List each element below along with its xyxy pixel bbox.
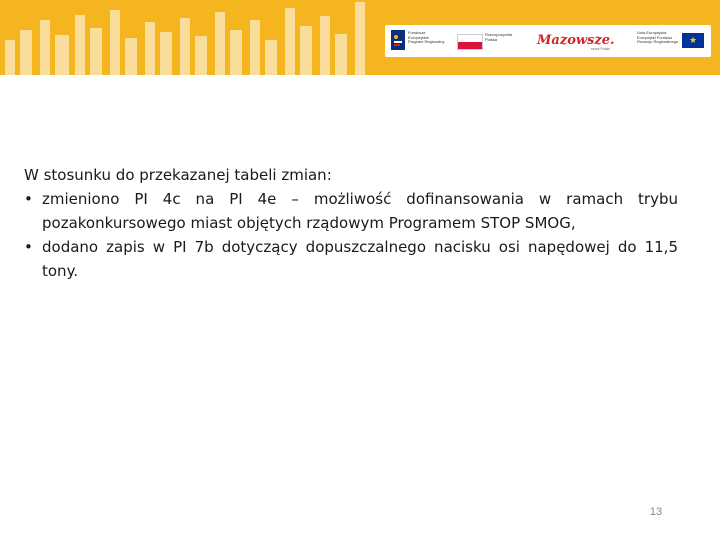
decorative-blocks: [0, 0, 380, 75]
slide-body: [24, 163, 678, 283]
bullet-glyph: •: [24, 238, 33, 256]
bullet-item: [24, 235, 678, 283]
bullet-text: zmieniono PI 4c na PI 4e – możliwość dofinansowania w ramach trybu pozakonkursowego miast objętych rządowym Programem STOP SMOG,: [42, 190, 678, 232]
mazowsze-logo: Mazowsze. serce Polski: [537, 33, 615, 51]
polish-flag-icon: [457, 34, 483, 50]
bullet-list: [24, 187, 678, 283]
eu-efrr-logo: Unia Europejska Europejski Fundusz Rozwoju Regionalnego ★: [635, 25, 707, 57]
eu-flag-icon: ★: [682, 33, 704, 48]
bullet-glyph: •: [24, 190, 33, 208]
funding-logos-strip: [385, 25, 711, 57]
page-number: 13: [649, 506, 663, 518]
intro-text: W stosunku do przekazanej tabeli zmian:: [24, 166, 332, 184]
rzeczpospolita-polska-logo: Rzeczpospolita Polska: [455, 25, 525, 57]
header-bar: [0, 0, 720, 75]
fundusze-europejskie-logo: Fundusze Europejskie Program Regionalny: [391, 25, 451, 57]
bullet-text: dodano zapis w PI 7b dotyczący dopuszczalnego nacisku osi napędowej do 11,5 tony.: [42, 238, 678, 280]
fundusze-mark-icon: [391, 30, 405, 50]
bullet-item: [24, 187, 678, 235]
